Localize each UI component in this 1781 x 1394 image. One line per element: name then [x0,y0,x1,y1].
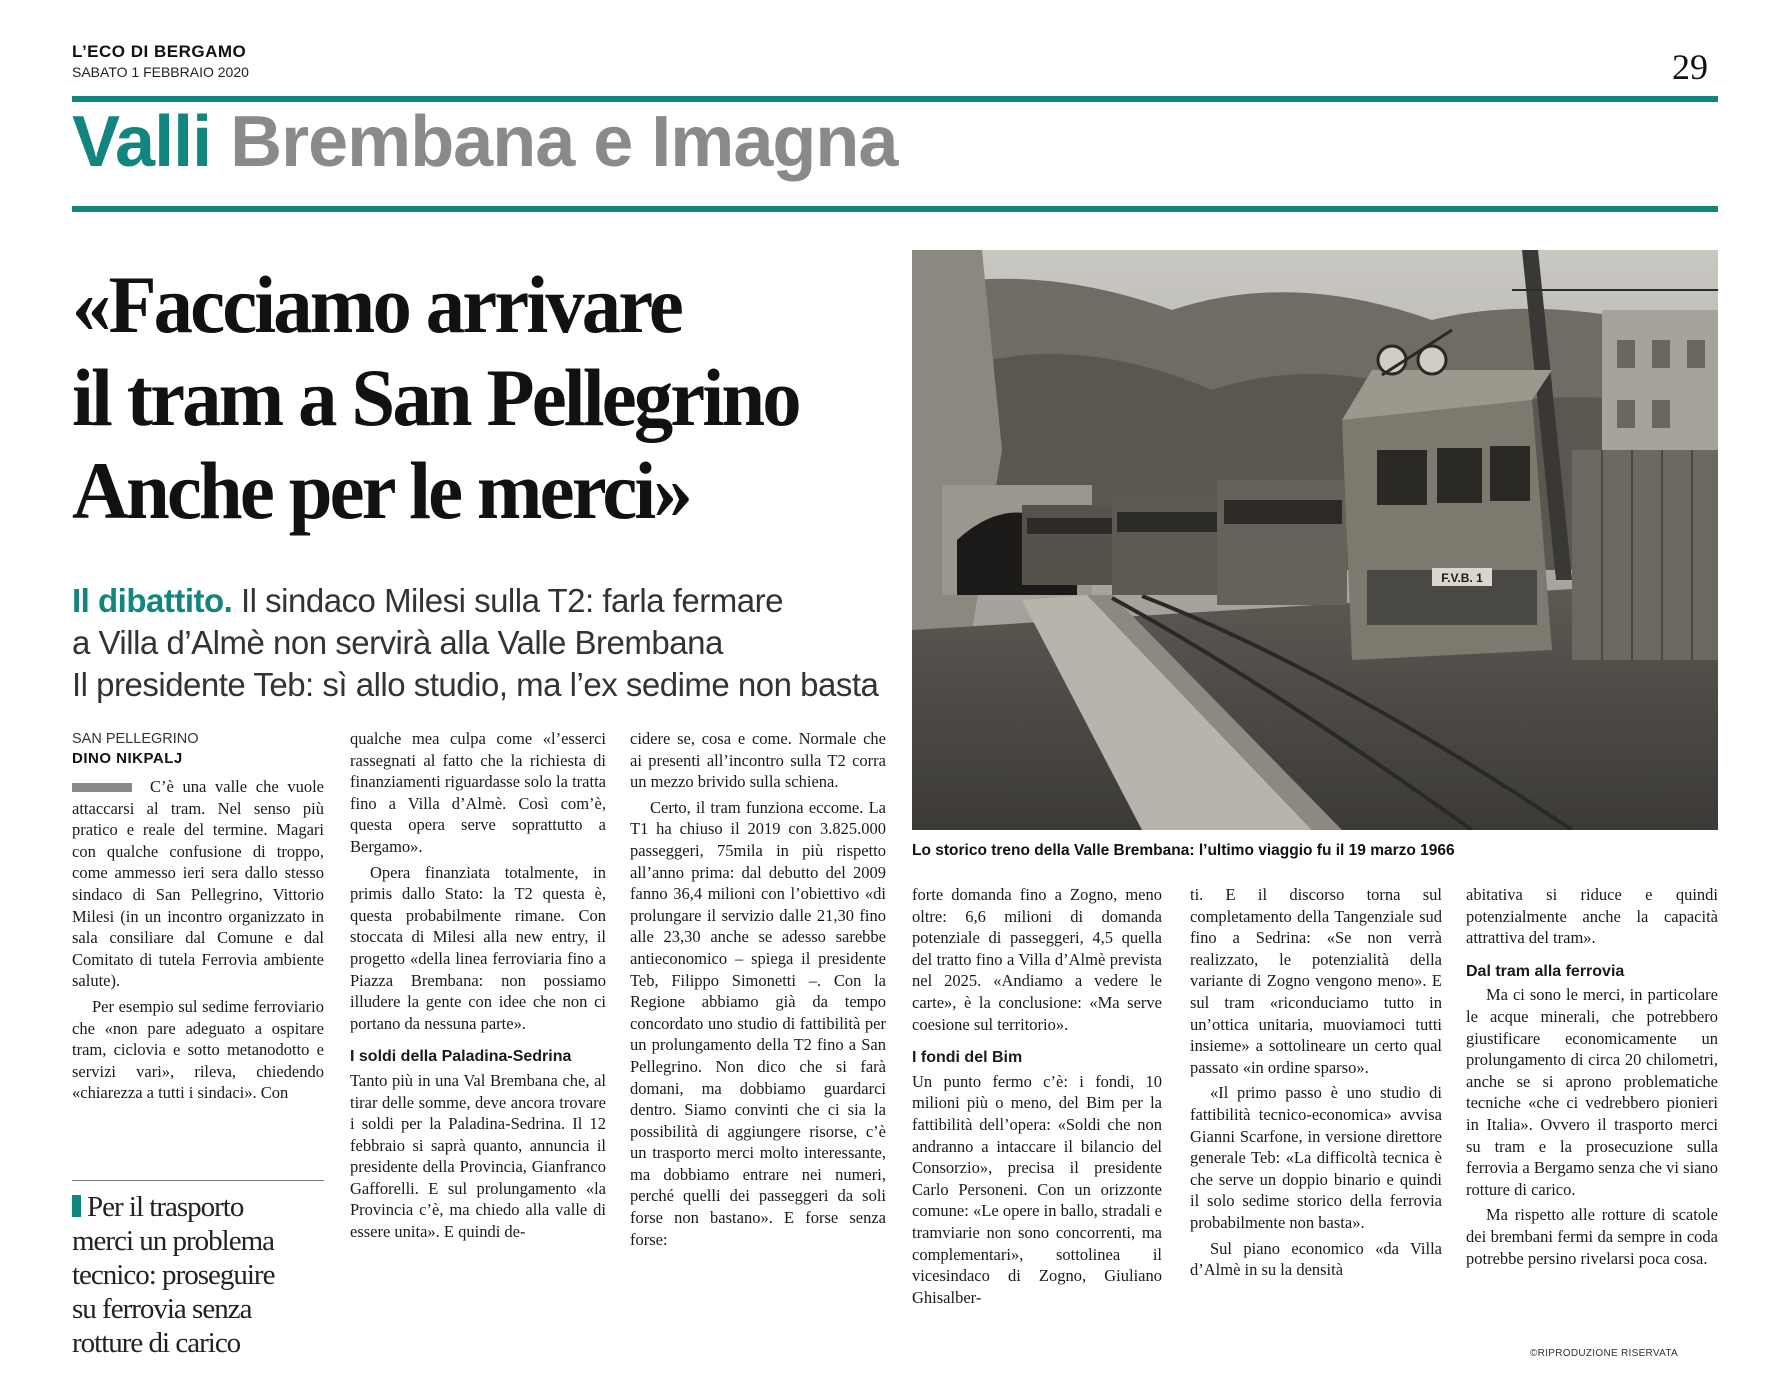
paragraph: C’è una valle che vuole attaccarsi al tram. Nel senso più pratico e reale del termine. Magari con qualche confusione di troppo, come ammesso ieri sera dallo stesso sindaco di San Pellegrino, Vittorio Milesi (in un incontro organizzato in sala consiliare dal Comune e dal Comitato di tutela Ferrovia ambiente salute). [72,777,324,991]
subheading: I soldi della Paladina-Sedrina [350,1048,572,1066]
article-column-6 [1466,884,1718,1269]
article-column-1 [72,776,324,1104]
paragraph: Tanto più in una Val Brembana che, al tirar delle somme, deve ancora trovare i soldi per la Paladina-Sedrina. Il 12 febbraio si saprà quanto, annuncia il presidente della Provincia, Gianfranco Gafforelli. E sul prolungamento «la Provincia c’è, ma chiedo alla valle di essere unita». E quindi de- [350,1070,606,1242]
tram-photo [912,250,1718,830]
section-title-accent: Valli [72,102,212,182]
pull-quote-body: Per il trasporto merci un problema tecnico: proseguire su ferrovia senza rotture di carico [72,1191,275,1359]
subheadline-lead: Il dibattito. [72,582,233,619]
paragraph: Certo, il tram funziona eccome. La T1 ha chiuso il 2019 con 3.825.000 passeggeri, 75mila in più rispetto all’anno prima: dal debutto del 2009 fanno 36,4 milioni con l’obiettivo «di prolungare il servizio dalle 21,30 fino alle 23,30 anche se adesso sarebbe antieconomico – spiega il presidente Teb, Filippo Simonetti –. Con la Regione abbiamo già da tempo concordato uno studio di fattibilità per un prolungamento della T2 fino a San Pellegrino. Non dico che si farà domani, ma dobbiamo guardarci dentro. Siamo convinti che ci sia la possibilità di aggiungere risorse, c’è un trasporto merci molto interessante, ma dobbiamo entrare nei numeri, perché quelli dei passeggeri da soli forse non bastano». E forse senza forse: [630,797,886,1249]
subheadline-line-1 [72,580,912,622]
subheadline-line-3: Il presidente Teb: sì allo studio, ma l’ex sedime non basta [72,666,879,703]
publication-date: SABATO 1 FEBBRAIO 2020 [72,64,249,80]
copyright-notice: ©RIPRODUZIONE RISERVATA [1530,1348,1678,1359]
paragraph: forte domanda fino a Zogno, meno oltre: 6,6 milioni di domanda potenziale di passeggeri, 4,5 quella del tratto fino a Villa d’Almè prevista nel 2025. «Andiamo a vedere le carte», è la conclusione: «Ma serve coesione sul territorio». [912,885,1162,1034]
pull-quote-marker [72,1195,81,1217]
subheadline [72,580,912,706]
paragraph: Ma ci sono le merci, in particolare le acque minerali, che potrebbero giustificare economicamente un prolungamento di circa 20 chilometri, anche se si aprono problematiche tecniche «che ci vedrebbero pionieri in Italia». Ovvero il trasporto merci su tram e la prosecuzione sulla ferrovia a Bergamo senza che vi siano rotture di carico. [1466,985,1718,1199]
paragraph: qualche mea culpa come «l’esserci rassegnati al fatto che la richiesta di finanziamenti riguardasse solo la tratta fino a Villa d’Almè. Così com’è, questa opera serve soprattutto a Bergamo». [350,729,606,856]
paragraph: Per esempio sul sedime ferroviario che «non pare adeguato a ospitare tram, ciclovia e sotto metanodotto e servizi vari», rileva, chiedendo «chiarezza a tutti i sindaci». Con [72,996,324,1103]
article-column-5 [1190,884,1442,1281]
article-column-3 [630,728,886,1250]
paragraph: Ma rispetto alle rotture di scatole dei brembani fermi da sempre in coda potrebbe persino rivelarsi poca cosa. [1466,1205,1718,1268]
tram-photo-illustration [912,250,1718,830]
section-title [72,102,898,182]
pull-quote-text [72,1190,302,1360]
subheadline-line-2: a Villa d’Almè non servirà alla Valle Brembana [72,624,723,661]
paragraph: Opera finanziata totalmente, in primis dallo Stato: la T2 questa è, questa probabilmente rimane. Con stoccata di Milesi alla new entry, il progetto «della linea ferroviaria fino a Piazza Brembana: non possiamo illudere la gente con idee che non ci portano da nessuna parte». [350,862,606,1033]
article-column-4 [912,884,1162,1308]
paragraph: «Il primo passo è uno studio di fattibilità tecnico-economica» avvisa Gianni Scarfone, in versione direttore generale Teb: «La difficoltà tecnica è che serve un doppio binario e quindi il solo sedime storico della ferrovia probabilmente non basta». [1190,1083,1442,1232]
headline [72,258,878,537]
subheading: I fondi del Bim [912,1049,1023,1067]
subheading: Dal tram alla ferrovia [1466,962,1625,980]
paragraph: Un punto fermo c’è: i fondi, 10 milioni più o meno, del Bim per la fattibilità dell’opera: «Soldi che non andranno a intaccare il bilancio del Consorzio», precisa il presidente Carlo Personeni. Con un orizzonte comune: «Le opere in ballo, stradali e tramviarie non sono concorrenti, ma complementari», sottolinea il vicesindaco di Zogno, Giuliano Ghisalber- [912,1071,1162,1307]
subheadline-text-1: Il sindaco Milesi sulla T2: farla fermare [240,582,783,619]
dateline-place: SAN PELLEGRINO [72,731,199,747]
headline-line-1: «Facciamo arrivare [72,259,681,350]
pull-quote [72,1190,302,1360]
publication-name: L’ECO DI BERGAMO [72,42,247,61]
photo-caption: Lo storico treno della Valle Brembana: l’ultimo viaggio fu il 19 marzo 1966 [912,842,1455,859]
pull-quote-rule [72,1180,324,1181]
section-rule [72,206,1718,212]
article-column-2 [350,728,606,1243]
section-title-rest: Brembana e Imagna [230,102,898,182]
byline-author: DINO NIKPALJ [72,750,183,767]
headline-line-2: il tram a San Pellegrino [72,352,799,443]
page-number: 29 [1672,47,1708,87]
paragraph: ti. E il discorso torna sul completamento della Tangenziale sud fino a Sedrina: «Se non verrà realizzato, le potenzialità della variante di Zogno vengono meno». E sul tram «riconduciamo tutto in un’ottica unitaria, muoviamoci tutti insieme» a sottolineare un certo qual passato «in ordine sparso». [1190,885,1442,1077]
paragraph: cidere se, cosa e come. Normale che ai presenti all’incontro sulla T2 corra un mezzo brivido sulla schiena. [630,729,886,792]
paragraph: Sul piano economico «da Villa d’Almè in su la densità [1190,1238,1442,1280]
headline-line-3: Anche per le merci» [72,445,690,536]
locomotive-sign: F.V.B. 1 [1441,571,1483,585]
paragraph: abitativa si riduce e quindi potenzialmente anche la capacità attrattiva del tram». [1466,885,1718,948]
